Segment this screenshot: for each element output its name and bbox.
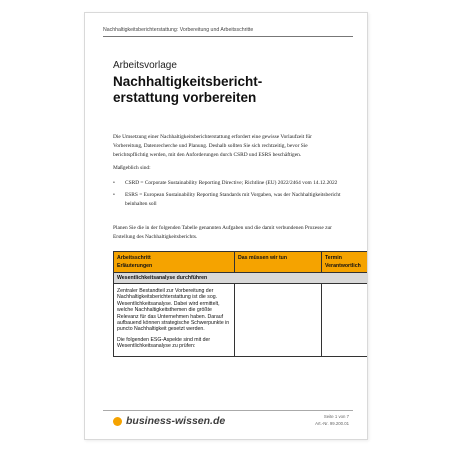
column-header-deadline	[322, 252, 369, 273]
logo-dot-icon	[113, 417, 122, 426]
document-title	[113, 74, 353, 106]
step-description-cell	[114, 284, 235, 357]
list-item: • ESRS = European Sustainability Reporting Standards mit Vorgaben, was der Nachhaltigkeitsbericht beinhalten soll	[113, 191, 341, 209]
page-number: Seite 1 von 7	[323, 414, 349, 419]
closing-paragraph: Planen Sie die in der folgenden Tabelle genannten Aufgaben und die damit verbundenen Prozesse zur Erstellung des Nachhaltigkeitsberichts.	[113, 225, 332, 240]
abbreviation-intro: Maßgeblich sind:	[113, 165, 151, 171]
step-description-paragraph: Zentraler Bestandteil zur Vorbereitung der Nachhaltigkeitsberichterstattung ist die sog. Wesentlichkeitsanalyse. Dabei wird ermittelt, welche Nachhaltigkeitsthemen die größte Relevanz für das Unternehmen haben. Darauf aufbauend können strategische Schwerpunkte in puncto Nachhaltigkeit gesetzt werden.	[117, 288, 230, 333]
table-header-row	[114, 252, 369, 273]
deadline-cell[interactable]	[322, 284, 369, 357]
column-header-todo	[235, 252, 322, 273]
abbreviation-list	[113, 179, 341, 212]
article-number: Art.-Nr. 99.200.01	[315, 421, 349, 426]
header-deadline-label: Termin	[325, 255, 342, 261]
logo-text: business-wissen.de	[126, 415, 226, 427]
task-table	[113, 251, 368, 357]
title-line-2: erstattung vorbereiten	[113, 90, 257, 105]
list-item: • CSRD = Corporate Sustainability Reporting Directive; Richtline (EU) 2022/2464 vom 14.12.2022	[113, 179, 341, 188]
table-row	[114, 284, 369, 357]
header-responsible-label: Verantwortlich	[325, 263, 361, 269]
table-section-row	[114, 273, 369, 284]
column-header-step	[114, 252, 235, 273]
step-description-paragraph: Die folgenden ESG-Aspekte sind mit der Wesentlichkeitsanalyse zu prüfen:	[117, 336, 211, 350]
section-title: Wesentlichkeitsanalyse durchführen	[114, 273, 369, 284]
brand-logo	[113, 415, 225, 427]
running-header: Nachhaltigkeitsberichterstattung: Vorbereitung und Arbeitsschritte	[103, 27, 254, 33]
document-subtitle: Arbeitsvorlage	[113, 60, 177, 71]
todo-cell[interactable]	[235, 284, 322, 357]
title-line-1: Nachhaltigkeitsbericht-	[113, 74, 263, 89]
intro-paragraph: Die Umsetzung einer Nachhaltigkeitsberichterstattung erfordert eine gewisse Vorlaufzeit für Vorbereitung, Datenrecherche und Planung. Deshalb sollten Sie sich rechtzeitig, bevor Sie berichtspflichtig werden, mit den Anforderungen durch CSRD und ESRS beschäftigen.	[113, 134, 312, 158]
header-notes-label: Erläuterungen	[117, 263, 153, 269]
document-page	[84, 12, 368, 440]
header-step-label: Arbeitsschritt	[117, 255, 151, 261]
header-divider	[103, 36, 353, 37]
footer-divider	[103, 410, 353, 411]
header-todo-label: Das müssen wir tun	[238, 255, 288, 261]
